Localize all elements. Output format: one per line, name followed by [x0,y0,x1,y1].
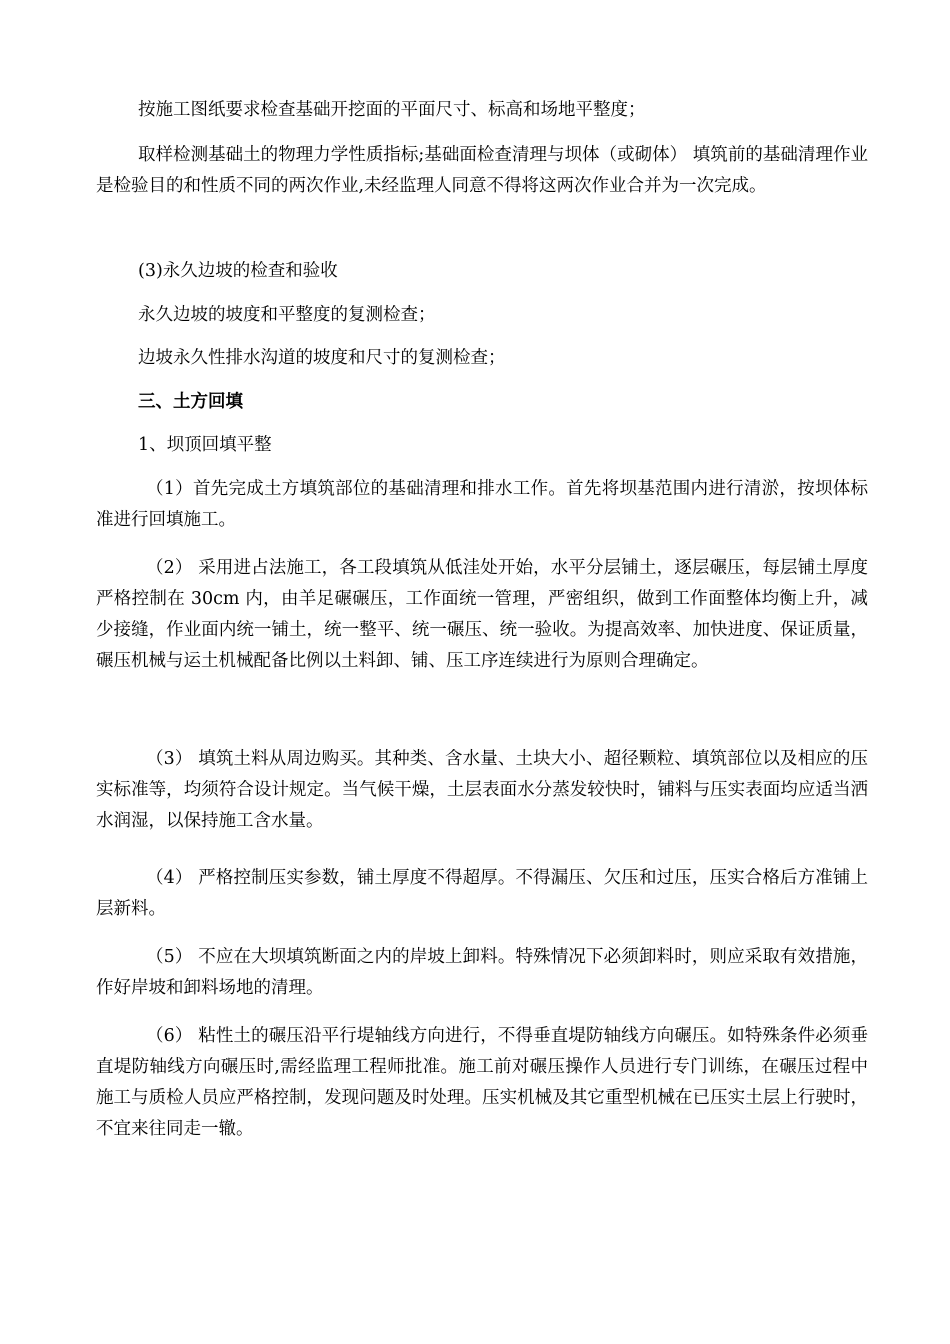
paragraph-item-4: （4） 严格控制压实参数，铺土厚度不得超厚。不得漏压、欠压和过压，压实合格后方准铺上层新料。 [96,868,868,919]
subsection-heading-dam-crest: 1、坝顶回填平整 [138,435,272,455]
paragraph-item-5: （5） 不应在大坝填筑断面之内的岸坡上卸料。特殊情况下必须卸料时，则应采取有效措施，作好岸坡和卸料场地的清理。 [96,947,868,998]
paragraph-drainage-check: 边坡永久性排水沟道的坡度和尺寸的复测检查； [138,348,506,368]
paragraph-slope-grade-check: 永久边坡的坡度和平整度的复测检查； [138,305,436,325]
paragraph-soil-sampling: 取样检测基础土的物理力学性质指标;基础面检查清理与坝体（或砌体） 填筑前的基础清理作业是检验目的和性质不同的两次作业,未经监理人同意不得将这两次作业合并为一次完成。 [96,145,868,196]
paragraph-item-3: （3） 填筑土料从周边购买。其种类、含水量、土块大小、超径颗粒、填筑部位以及相应的压实标准等，均须符合设计规定。当气候干燥，土层表面水分蒸发较快时，铺料与压实表面均应适当洒水润湿，以保持施工含水量。 [96,749,868,831]
paragraph-slope-inspection-title: (3)永久边坡的检查和验收 [138,261,338,281]
paragraph-item-6: （6） 粘性土的碾压沿平行堤轴线方向进行，不得垂直堤防轴线方向碾压。如特殊条件必须垂直堤防轴线方向碾压时,需经监理工程师批准。施工前对碾压操作人员进行专门训练，在碾压过程中施工与质检人员应严格控制，发现问题及时处理。压实机械及其它重型机械在已压实土层上行驶时，不宜来往同走一辙。 [96,1026,868,1139]
paragraph-item-2: （2） 采用进占法施工，各工段填筑从低洼处开始，水平分层铺土，逐层碾压，每层铺土厚度严格控制在 30cm 内，由羊足碾碾压，工作面统一管理，严密组织，做到工作面整体均衡上升，减少接缝，作业面内统一铺土，统一整平、统一碾压、统一验收。为提高效率、加快进度、保证质量，碾压机械与运土机械配备比例以土料卸、铺、压工序连续进行为原则合理确定。 [96,558,868,671]
paragraph-item-1: （1）首先完成土方填筑部位的基础清理和排水工作。首先将坝基范围内进行清淤，按坝体标准进行回填施工。 [96,479,868,530]
paragraph-check-excavation: 按施工图纸要求检查基础开挖面的平面尺寸、标高和场地平整度； [138,100,646,120]
section-heading-earth-backfill: 三、土方回填 [138,392,243,412]
